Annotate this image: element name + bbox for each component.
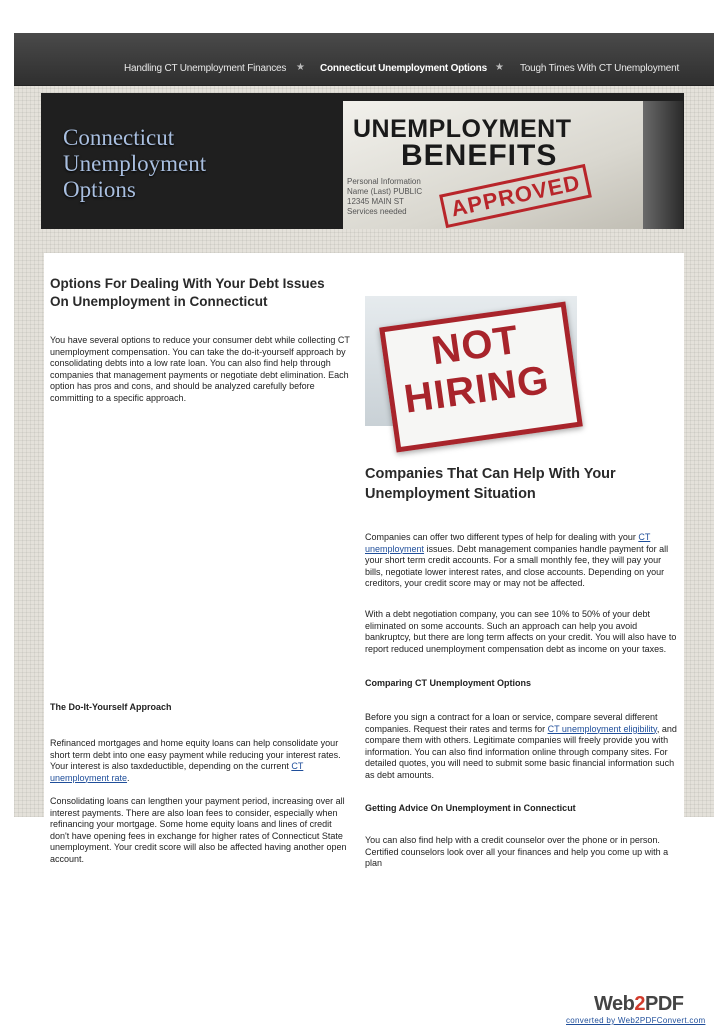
companies-paragraph-1: Companies can offer two different types of help for dealing with your CT unemployment issues. Debt management companies handle payment for all your short term credit accounts. For a small monthly fee, they will pay your bills, negotiate lower interest rates, and close accounts. Depending on your creditors, your credit score may or may not be affected. <box>365 532 669 588</box>
pen-graphic <box>643 101 683 229</box>
approved-stamp: APPROVED <box>439 164 592 228</box>
ct-unemployment-rate-link[interactable]: CT unemployment rate <box>50 761 304 783</box>
diy-paragraph-2: Consolidating loans can lengthen your payment period, increasing over all interest payments. There are also loan fees to consider, especially when refinancing your mortgage. Some home equity loans and lines of credit don't have opening fees in exchange for higher rates of Connecticut State unemployment. Your credit score will also be affected having another open account. <box>50 796 347 864</box>
not-hiring-image <box>365 296 577 426</box>
top-navigation <box>14 33 714 86</box>
advice-paragraph: You can also find help with a credit counselor over the phone or in person. Certified counselors look over all your finances and help you come up with a plan <box>365 835 669 868</box>
form-text: Personal Information Name (Last) PUBLIC 12345 MAIN ST Services needed <box>347 177 423 216</box>
diy-paragraph-1: Refinanced mortgages and home equity loans can help consolidate your short term debt into one easy payment while reducing your interest rates. Your interest is also taxdeductible, depending on the current CT unemployment rate. <box>50 738 341 783</box>
article-content <box>44 253 684 868</box>
heading-getting-advice: Getting Advice On Unemployment in Connecticut <box>365 803 576 813</box>
intro-paragraph: You have several options to reduce your consumer debt while collecting CT unemployment compensation. You can take the do-it-yourself approach by consolidating debts into a low rate loan. You can also find help through companies that management payments or negotiate debt elimination. Each option has pros and cons, and should be analyzed carefully before committing to a specific approach. <box>50 335 350 403</box>
companies-paragraph-2: With a debt negotiation company, you can see 10% to 50% of your debt eliminated on some accounts. Such an approach can help you avoid bankruptcy, but there are long term affects on your credit. You will also have to report reduced unemployment compensation debt as income on your taxes. <box>365 609 677 654</box>
heading-comparing-options: Comparing CT Unemployment Options <box>365 678 532 688</box>
ct-unemployment-link[interactable]: CT unemployment <box>365 532 651 554</box>
unemployment-benefits-image: UNEMPLOYMENT BENEFITS Personal Information Name (Last) PUBLIC 12345 MAIN ST Services needed APPROVED <box>343 101 683 229</box>
nav-item-handling-finances[interactable]: Handling CT Unemployment Finances <box>124 63 287 74</box>
nav-item-tough-times[interactable]: Tough Times With CT Unemployment <box>520 63 680 74</box>
ct-unemployment-eligibility-link[interactable]: CT unemployment eligibility <box>547 723 657 734</box>
star-separator-icon: ★ <box>296 62 305 73</box>
page-header-banner <box>41 93 684 229</box>
page-background <box>14 33 714 868</box>
comparing-paragraph: Before you sign a contract for a loan or service, compare several different companies. Request their rates and terms for CT unemployment eligibility, and compare them with others. Legitimate companies will freely provide you with information. You can also find information online through company sites. For detailed quotes, you will need to submit some basic financial information such as debt amounts. <box>365 712 677 780</box>
web2pdf-convert-link[interactable]: converted by Web2PDFConvert.com <box>566 1016 706 1025</box>
nav-item-connecticut-options[interactable]: Connecticut Unemployment Options <box>320 63 487 74</box>
section-heading-companies: Companies That Can Help With Your Unemployment Situation <box>365 466 616 502</box>
star-separator-icon: ★ <box>495 62 504 73</box>
web2pdf-logo: Web2PDF <box>594 993 684 1015</box>
heading-diy-approach: The Do-It-Yourself Approach <box>50 702 172 712</box>
page-title: Connecticut Unemployment Options <box>63 125 207 202</box>
not-hiring-sign: NOT HIRING <box>379 302 583 453</box>
section-heading-debt-options: Options For Dealing With Your Debt Issues On Unemployment in Connecticut <box>50 276 325 309</box>
